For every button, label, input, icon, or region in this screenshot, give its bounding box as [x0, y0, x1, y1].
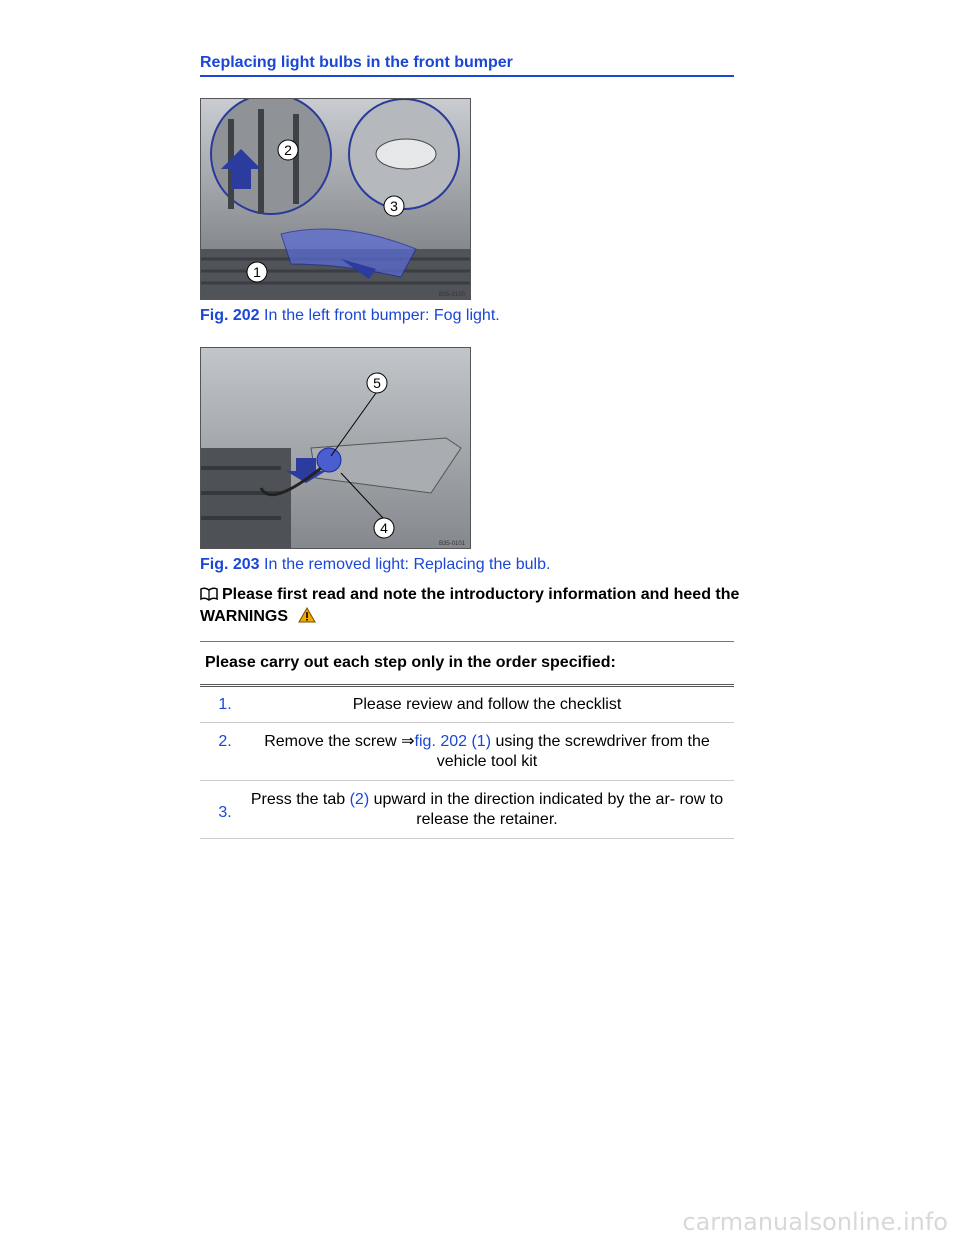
image-code: B35-0100	[438, 292, 465, 298]
removed-light-figure-image	[200, 347, 471, 549]
figure-number: Fig. 203	[200, 556, 260, 573]
callout-link[interactable]: (2)	[349, 790, 370, 808]
watermark-brand: carmanualsonline.info	[682, 1208, 948, 1236]
figure-caption-text: In the left front bumper: Fog light.	[264, 307, 500, 324]
table-row	[200, 723, 734, 781]
step-text	[250, 732, 734, 772]
warning-note	[200, 585, 740, 629]
steps-header: Please carry out each step only in the order specified:	[200, 641, 734, 687]
step-text-part: Remove the screw ⇒	[264, 732, 415, 750]
table-row	[200, 781, 734, 839]
image-code: B35-0101	[438, 541, 465, 547]
step-number: 2.	[218, 733, 232, 750]
table-row	[200, 687, 734, 723]
section-title: Replacing light bulbs in the front bumper	[200, 54, 734, 77]
callout-4: 4	[380, 520, 388, 536]
callout-3: 3	[390, 198, 398, 214]
step-text-part: using the screwdriver from the vehicle tool kit	[436, 732, 710, 770]
figure-caption	[200, 556, 550, 574]
step-text-part: upward in the direction indicated by the ar- row to release the retainer.	[369, 790, 724, 828]
step-text: Please review and follow the checklist	[352, 695, 622, 713]
book-icon	[200, 587, 218, 607]
callout-2: 2	[284, 142, 292, 158]
callout-5: 5	[373, 375, 381, 391]
fog-light-figure-image	[200, 98, 471, 300]
figure-number: Fig. 202	[200, 307, 260, 324]
figure-caption-text: In the removed light: Replacing the bulb.	[264, 556, 551, 573]
callout-1: 1	[253, 264, 261, 280]
figure-caption	[200, 307, 500, 325]
figure-link[interactable]: fig. 202 (1)	[414, 732, 492, 750]
note-text: Please first read and note the introductory information and heed the WARNINGS	[200, 586, 740, 625]
warning-triangle-icon[interactable]	[298, 607, 316, 629]
step-number: 1.	[218, 695, 232, 713]
steps-table	[200, 641, 734, 839]
step-text	[250, 790, 734, 830]
step-number: 3.	[218, 803, 232, 821]
step-text-part: Press the tab	[250, 790, 350, 808]
